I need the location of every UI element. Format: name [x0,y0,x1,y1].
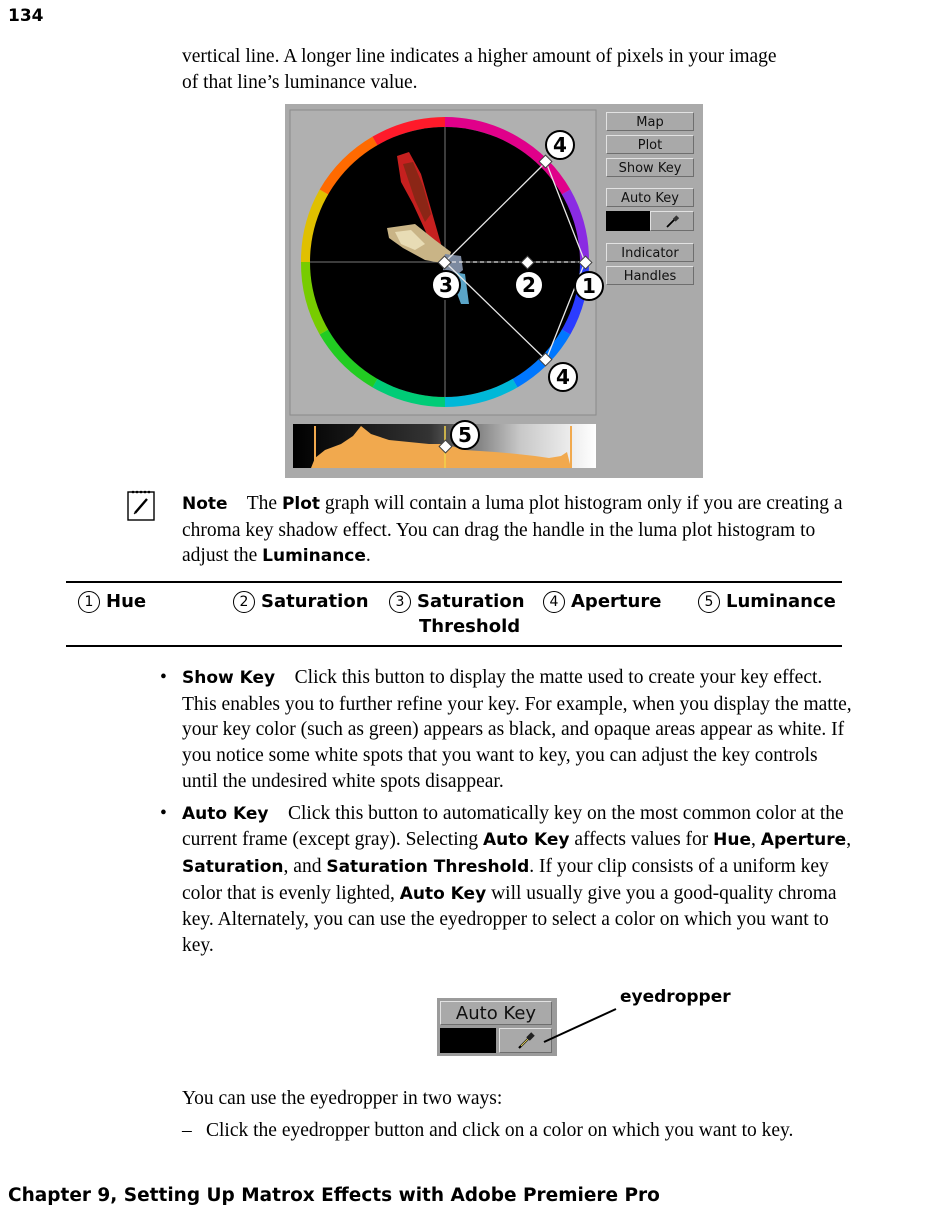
show-key-button[interactable]: Show Key [606,158,694,177]
eyedropper-callout-label: eyedropper [620,987,731,1007]
feature-bullet-list [160,665,855,965]
notepad-icon [126,488,156,522]
auto-key-bold-2: Auto Key [399,883,487,904]
key-color-swatch [606,211,650,231]
note-paragraph [182,491,852,570]
callout-1: 1 [582,274,596,298]
eyedropper-icon [515,1031,537,1051]
auto-key-bold-hue: Hue [713,830,752,851]
legend-label-4: Aperture [571,591,662,612]
auto-key-text-5: , and [283,855,327,877]
auto-key-bold-1: Auto Key [483,830,570,851]
intro-line-1: vertical line. A longer line indicates a higher amount of pixels in your image [182,46,777,67]
auto-key-closeup-button[interactable]: Auto Key [440,1001,552,1025]
callout-4-bottom: 4 [556,365,570,389]
legend-luminance [698,589,836,614]
legend-num-3: 3 [389,591,411,613]
auto-key-closeup [437,998,557,1056]
auto-key-text-7: will usually give you a good-quality chroma key. Alternately, you can use the eyedropper to select a color on which you want to key. [182,882,837,957]
callout-2: 2 [522,273,536,297]
handles-button[interactable]: Handles [606,266,694,285]
note-text-1: The [246,493,282,514]
legend-label-3: Saturation [417,591,525,612]
legend-hue [78,589,146,614]
legend-label-1: Hue [106,591,147,612]
bullet-auto-key [160,801,855,959]
legend-label-5: Luminance [726,591,836,612]
eyedropper-callout-line [540,1005,622,1045]
legend-saturation [233,589,369,614]
note-bold-luminance: Luminance [262,546,366,567]
bullet-show-key [160,665,855,795]
dash-marker: – [182,1120,192,1141]
auto-key-bold-sat-threshold: Saturation Threshold [326,856,530,877]
callout-legend [66,581,842,647]
legend-num-5: 5 [698,591,720,613]
show-key-title: Show Key [182,668,276,688]
luma-histogram [293,424,596,468]
legend-label-2: Saturation [261,591,369,612]
legend-saturation-threshold [389,589,525,639]
auto-key-button[interactable]: Auto Key [606,188,694,207]
chapter-footer: Chapter 9, Setting Up Matrox Effects with Adobe Premiere Pro [8,1185,660,1206]
dash-item-text: Click the eyedropper button and click on a color on which you want to key. [206,1120,794,1141]
note-text-2: graph will contain a luma plot histogram only if you are creating a chroma key shadow effect. You can drag the handle in the luma plot histogram to adjust the [182,493,843,567]
eyedropper-icon [664,214,680,230]
note-text-3: . [365,545,371,567]
legend-num-1: 1 [78,591,100,613]
auto-key-bold-aperture: Aperture [760,830,847,851]
indicator-button[interactable]: Indicator [606,243,694,262]
auto-key-text-1: Click this button to automatically key on the most common color at the current frame (except gray). Selecting [182,802,844,851]
intro-paragraph [182,44,852,95]
legend-label-3b: Threshold [419,616,521,637]
callout-5: 5 [458,423,472,447]
plot-button[interactable]: Plot [606,135,694,154]
intro-line-2: of that line’s luminance value. [182,71,418,93]
auto-key-text-4: , [846,829,852,851]
ways-intro: You can use the eyedropper in two ways: [182,1088,503,1109]
page-number: 134 [8,6,44,26]
map-button[interactable]: Map [606,112,694,131]
note-bold-plot: Plot [281,494,321,514]
callout-3: 3 [439,273,453,297]
dash-list-item [182,1118,842,1144]
note-label: Note [182,494,228,514]
eyedropper-button[interactable] [650,211,694,231]
callout-4-top: 4 [553,133,567,157]
chroma-key-figure [285,104,703,478]
auto-key-bold-saturation: Saturation [182,856,284,877]
auto-key-text-6: . If your clip consists of a uniform key color that is evenly lighted, [182,855,829,904]
auto-key-closeup-swatch [440,1028,496,1053]
auto-key-text-2: affects values for [569,829,714,851]
auto-key-text-3: , [751,829,761,851]
legend-aperture [543,589,661,614]
legend-num-4: 4 [543,591,565,613]
auto-key-title: Auto Key [182,803,269,824]
legend-num-2: 2 [233,591,255,613]
show-key-text: Click this button to display the matte used to create your key effect. This enables you to further refine your key. For example, when you display the matte, your key color (such as green) appears as black, and opaque areas appear as white. If you notice some white spots that you want to key, you can adjust the key controls until the undesired white spots disappear. [182,667,852,792]
